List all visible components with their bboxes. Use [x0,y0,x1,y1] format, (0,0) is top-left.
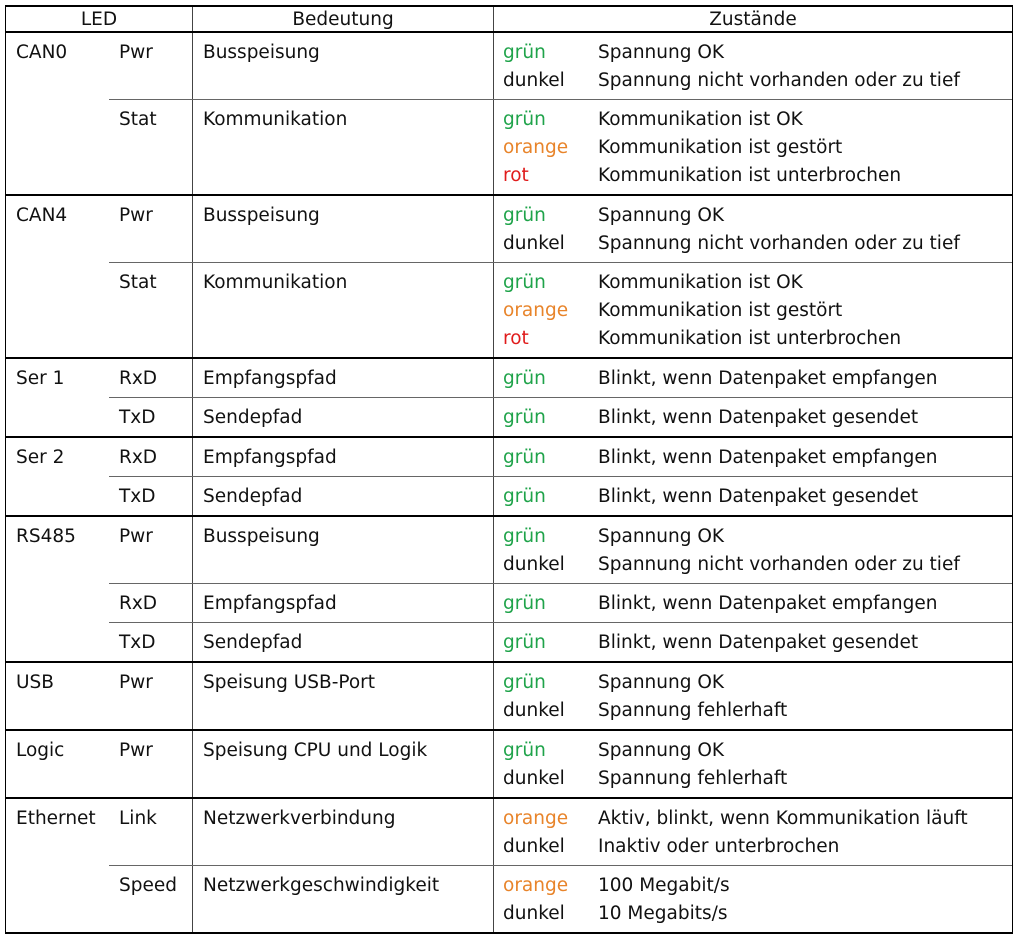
led-meaning: Netzwerkgeschwindigkeit [193,866,494,932]
state-color: orange [503,875,569,896]
led-label: Speed [109,866,193,932]
led-states [494,731,1012,797]
led-group-name: RS485 [16,526,76,547]
state-line [494,297,1012,325]
state-description: Blinkt, wenn Datenpaket gesendet [598,407,919,428]
state-color: grün [503,526,546,547]
led-row [109,196,1012,262]
header-led: LED [6,7,193,31]
state-line [494,134,1012,162]
state-line [494,765,1012,793]
header-meaning: Bedeutung [193,7,494,31]
state-line [494,39,1012,67]
state-line [494,202,1012,230]
state-line [494,483,1012,511]
state-line [494,737,1012,765]
state-line [494,404,1012,432]
led-group-rows [109,196,1012,357]
led-row [109,583,1012,622]
state-line [494,162,1012,190]
led-label: TxD [109,623,193,661]
state-line [494,269,1012,297]
led-meaning: Busspeisung [193,196,494,262]
led-states [494,517,1012,583]
table-header [5,5,1013,33]
state-description: Blinkt, wenn Datenpaket empfangen [598,447,938,468]
led-label: RxD [109,438,193,476]
led-group-rows [109,33,1012,194]
led-label: Pwr [109,33,193,99]
led-meaning: Sendepfad [193,477,494,515]
led-states [494,398,1012,436]
led-meaning: Sendepfad [193,398,494,436]
led-meaning: Netzwerkverbindung [193,799,494,865]
led-group [5,799,1013,934]
led-group-name: USB [16,672,54,693]
led-group-rows [109,359,1012,436]
led-group-name: Ser 2 [16,447,65,468]
led-row [109,33,1012,99]
led-group [5,517,1013,663]
led-states [494,196,1012,262]
state-color: grün [503,205,546,226]
state-color: grün [503,447,546,468]
state-description: Spannung OK [598,205,725,226]
state-line [494,900,1012,928]
state-description: 100 Megabit/s [598,875,730,896]
led-states [494,799,1012,865]
led-group-rows [109,663,1012,729]
led-meaning: Busspeisung [193,33,494,99]
state-description: Inaktiv oder unterbrochen [598,836,840,857]
state-description: Blinkt, wenn Datenpaket empfangen [598,368,938,389]
led-label: TxD [109,477,193,515]
state-color: dunkel [503,700,565,721]
led-row [109,622,1012,661]
state-color: grün [503,593,546,614]
state-description: Spannung fehlerhaft [598,700,788,721]
led-label: Pwr [109,663,193,729]
state-line [494,551,1012,579]
led-states [494,33,1012,99]
led-group-rows [109,438,1012,515]
state-color: grün [503,486,546,507]
state-color: grün [503,109,546,130]
led-label: Pwr [109,731,193,797]
state-line [494,325,1012,353]
led-group-name: Logic [16,740,65,761]
led-meaning: Kommunikation [193,263,494,357]
state-color: dunkel [503,903,565,924]
state-color: grün [503,407,546,428]
state-line [494,590,1012,618]
led-group [5,438,1013,517]
state-line [494,872,1012,900]
state-color: orange [503,808,569,829]
led-group-name: CAN0 [16,42,68,63]
state-color: dunkel [503,554,565,575]
led-label: Pwr [109,517,193,583]
led-group-name: Ethernet [16,808,96,829]
state-color: dunkel [503,233,565,254]
state-description: Aktiv, blinkt, wenn Kommunikation läuft [598,808,968,829]
led-group [5,196,1013,359]
state-color: orange [503,300,569,321]
state-description: Spannung nicht vorhanden oder zu tief [598,233,960,254]
state-color: grün [503,272,546,293]
state-line [494,230,1012,258]
led-row [109,476,1012,515]
state-description: Spannung OK [598,42,725,63]
state-description: Kommunikation ist OK [598,109,803,130]
state-line [494,365,1012,393]
led-group-rows [109,731,1012,797]
state-description: Blinkt, wenn Datenpaket gesendet [598,632,919,653]
led-label: RxD [109,359,193,397]
state-description: Spannung nicht vorhanden oder zu tief [598,554,960,575]
led-row [109,517,1012,583]
led-group-name: CAN4 [16,205,68,226]
state-description: 10 Megabits/s [598,903,728,924]
led-group [5,731,1013,799]
led-row [109,799,1012,865]
led-states [494,584,1012,622]
state-description: Spannung OK [598,526,725,547]
led-row [109,359,1012,397]
state-color: grün [503,42,546,63]
state-description: Blinkt, wenn Datenpaket gesendet [598,486,919,507]
state-description: Spannung fehlerhaft [598,768,788,789]
led-group-rows [109,517,1012,661]
led-states [494,663,1012,729]
led-states [494,263,1012,357]
state-color: rot [503,165,529,186]
state-color: grün [503,740,546,761]
led-row [109,262,1012,357]
state-line [494,805,1012,833]
table-body [5,33,1013,934]
header-states: Zustände [709,8,797,30]
state-color: orange [503,137,569,158]
state-description: Kommunikation ist gestört [598,300,843,321]
led-group [5,663,1013,731]
led-row [109,397,1012,436]
state-color: grün [503,632,546,653]
led-row [109,865,1012,932]
led-meaning: Empfangspfad [193,438,494,476]
state-description: Kommunikation ist unterbrochen [598,328,902,349]
state-description: Spannung OK [598,672,725,693]
state-line [494,697,1012,725]
led-meaning: Speisung USB-Port [193,663,494,729]
led-label: Pwr [109,196,193,262]
state-line [494,444,1012,472]
state-line [494,523,1012,551]
led-row [109,731,1012,797]
led-group-name: Ser 1 [16,368,65,389]
state-line [494,67,1012,95]
state-description: Kommunikation ist unterbrochen [598,165,902,186]
led-group [5,33,1013,196]
state-description: Kommunikation ist OK [598,272,803,293]
led-row [109,438,1012,476]
state-line [494,106,1012,134]
led-row [109,99,1012,194]
state-color: rot [503,328,529,349]
state-description: Blinkt, wenn Datenpaket empfangen [598,593,938,614]
state-color: dunkel [503,768,565,789]
state-description: Spannung OK [598,740,725,761]
state-color: grün [503,368,546,389]
led-states [494,623,1012,661]
state-color: dunkel [503,836,565,857]
state-color: grün [503,672,546,693]
state-description: Spannung nicht vorhanden oder zu tief [598,70,960,91]
state-line [494,629,1012,657]
led-label: TxD [109,398,193,436]
led-states [494,438,1012,476]
state-description: Kommunikation ist gestört [598,137,843,158]
state-color: dunkel [503,70,565,91]
led-meaning: Sendepfad [193,623,494,661]
led-meaning: Busspeisung [193,517,494,583]
led-meaning: Kommunikation [193,100,494,194]
led-status-table [5,5,1013,934]
led-meaning: Empfangspfad [193,584,494,622]
led-meaning: Speisung CPU und Logik [193,731,494,797]
led-group-rows [109,799,1012,932]
led-states [494,477,1012,515]
led-label: Stat [109,100,193,194]
led-row [109,663,1012,729]
state-line [494,669,1012,697]
led-meaning: Empfangspfad [193,359,494,397]
led-states [494,100,1012,194]
led-label: Link [109,799,193,865]
led-states [494,866,1012,932]
state-line [494,833,1012,861]
led-group [5,359,1013,438]
led-label: RxD [109,584,193,622]
led-label: Stat [109,263,193,357]
led-states [494,359,1012,397]
